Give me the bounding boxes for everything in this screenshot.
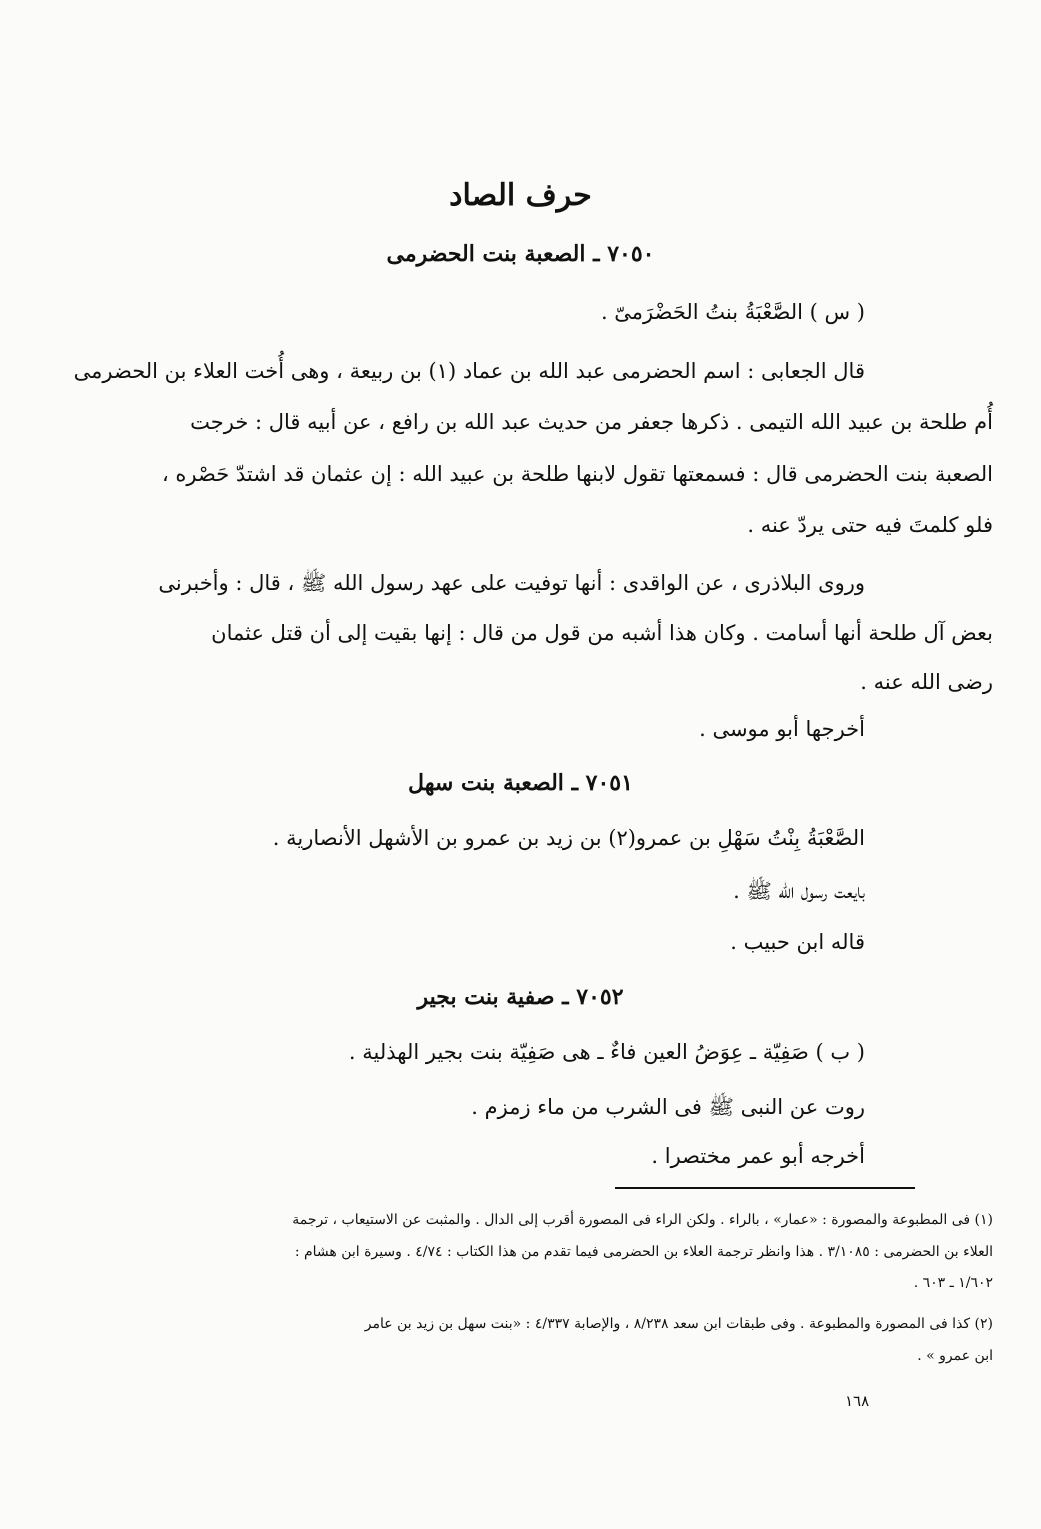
entry-line: ( ب ) صَفِيّة ـ عِوَضُ العين فاءٌ ـ هى صَفِيّة بنت بجير الهذلية . bbox=[348, 1040, 865, 1064]
footnote-line: ابن عمرو » . bbox=[917, 1348, 993, 1364]
footnote-separator bbox=[615, 1187, 915, 1189]
footnote-line: (١) فى المطبوعة والمصورة : «عمار» ، بالراء . ولكن الراء فى المصورة أقرب إلى الدال . والمثبت عن الاستيعاب ، ترجمة bbox=[292, 1212, 993, 1228]
entry-heading: ٧٠٥١ ـ الصعبة بنت سهل bbox=[408, 770, 633, 796]
entry-line: ( س ) الصَّعْبَةُ بنتُ الحَضْرَمىّ . bbox=[600, 300, 865, 324]
entry-line: روت عن النبى ﷺ فى الشرب من ماء زمزم . bbox=[471, 1095, 865, 1119]
entry-heading: ٧٠٥٠ ـ الصعبة بنت الحضرمى bbox=[386, 241, 655, 267]
entry-line: قال الجعابى : اسم الحضرمى عبد الله بن عماد (١) بن ربيعة ، وهى أُخت العلاء بن الحضرمى bbox=[73, 359, 865, 383]
entry-line: قاله ابن حبيب . bbox=[730, 930, 865, 954]
entry-line: فلو كلمتَ فيه حتى يردّ عنه . bbox=[747, 513, 993, 537]
entry-line: أخرجه أبو عمر مختصرا . bbox=[651, 1144, 865, 1168]
entry-line: بعض آل طلحة أنها أسامت . وكان هذا أشبه من قول من قال : إنها بقيت إلى أن قتل عثمان bbox=[211, 621, 993, 645]
footnote-line: ١/٦٠٢ ـ ٦٠٣ . bbox=[913, 1275, 993, 1291]
entry-line: أُم طلحة بن عبيد الله التيمى . ذكرها جعفر من حديث عبد الله بن رافع ، عن أبيه قال : خرجت bbox=[190, 410, 993, 434]
footnote-line: (٢) كذا فى المصورة والمطبوعة . وفى طبقات ابن سعد ٨/٢٣٨ ، والإصابة ٤/٣٣٧ : «بنت سهل بن زيد بن عامر bbox=[364, 1316, 993, 1332]
entry-line: وروى البلاذرى ، عن الواقدى : أنها توفيت على عهد رسول الله ﷺ ، قال : وأخبرنى bbox=[158, 571, 865, 595]
entry-line: الصَّعْبَةُ بِنْتُ سَهْلِ بن عمرو(٢) بن زيد بن عمرو بن الأشهل الأنصارية . bbox=[272, 826, 865, 850]
page-number: ١٦٨ bbox=[845, 1392, 870, 1410]
chapter-title: حرف الصاد bbox=[449, 178, 592, 213]
entry-line: الصعبة بنت الحضرمى قال : فسمعتها تقول لابنها طلحة بن عبيد الله : إن عثمان قد اشتدّ حَصْره ، bbox=[161, 462, 993, 486]
footnote-line: العلاء بن الحضرمى : ٣/١٠٨٥ . هذا وانظر ترجمة العلاء بن الحضرمى فيما تقدم من هذا الكتاب : ٤/٧٤ . وسيرة ابن هشام : bbox=[294, 1244, 993, 1260]
entry-heading: ٧٠٥٢ ـ صفية بنت بجير bbox=[417, 984, 624, 1010]
entry-line: رضى الله عنه . bbox=[860, 670, 993, 694]
entry-line: أخرجها أبو موسى . bbox=[699, 717, 865, 741]
entry-line: بايعت رسول الله ﷺ . bbox=[733, 879, 865, 903]
